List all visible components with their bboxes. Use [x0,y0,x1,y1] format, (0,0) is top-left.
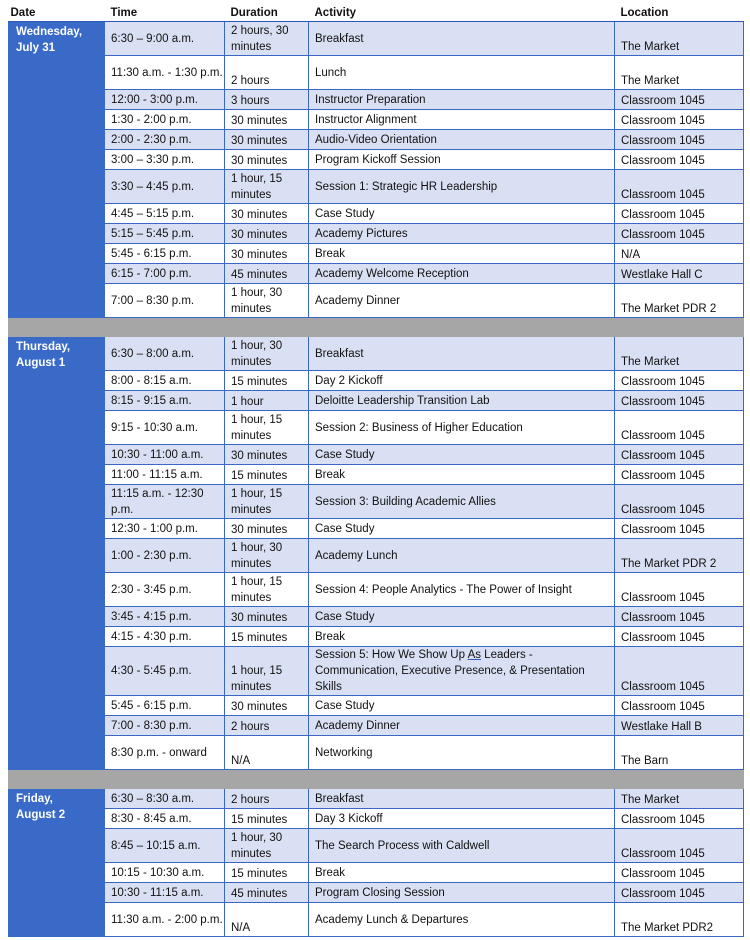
schedule-row [9,224,744,244]
activity-cell: Case Study [309,607,615,627]
schedule-row [9,22,744,56]
location-cell: Classroom 1045 [615,465,744,485]
location-cell: Classroom 1045 [615,170,744,204]
time-cell: 10:15 - 10:30 a.m. [105,863,225,883]
duration-cell: 1 hour, 30 minutes [225,284,309,318]
time-cell: 3:30 – 4:45 p.m. [105,170,225,204]
duration-cell: 30 minutes [225,110,309,130]
location-cell: The Market PDR 2 [615,284,744,318]
location-cell: Classroom 1045 [615,573,744,607]
schedule-table [8,4,744,937]
day-label [9,337,105,770]
duration-cell: 1 hour, 30 minutes [225,337,309,371]
activity-cell: Break [309,627,615,647]
schedule-row [9,150,744,170]
time-cell: 2:30 - 3:45 p.m. [105,573,225,607]
schedule-row [9,789,744,809]
time-cell: 10:30 - 11:00 a.m. [105,445,225,465]
duration-cell: 1 hour, 15 minutes [225,647,309,696]
schedule-row [9,696,744,716]
activity-cell: Academy Lunch [309,539,615,573]
activity-cell: Break [309,863,615,883]
schedule-row [9,244,744,264]
location-cell: The Market [615,789,744,809]
activity-cell: Breakfast [309,337,615,371]
schedule-row [9,284,744,318]
schedule-row [9,627,744,647]
schedule-row [9,391,744,411]
time-cell: 5:45 - 6:15 p.m. [105,244,225,264]
location-cell: The Market PDR 2 [615,539,744,573]
time-cell: 11:15 a.m. - 12:30 p.m. [105,485,225,519]
time-cell: 6:30 – 8:30 a.m. [105,789,225,809]
duration-cell: 2 hours [225,56,309,90]
schedule-row [9,130,744,150]
location-cell: Classroom 1045 [615,110,744,130]
header-row [9,4,744,22]
location-cell: Classroom 1045 [615,371,744,391]
schedule-row [9,371,744,391]
schedule-row [9,337,744,371]
time-cell: 9:15 - 10:30 a.m. [105,411,225,445]
schedule-row [9,56,744,90]
activity-cell [309,647,615,696]
schedule-row [9,411,744,445]
duration-cell: N/A [225,903,309,937]
activity-cell: Instructor Preparation [309,90,615,110]
schedule-row [9,647,744,696]
time-cell: 10:30 - 11:15 a.m. [105,883,225,903]
day-label-line1: Wednesday, [16,26,83,38]
schedule-row [9,170,744,204]
activity-cell: Day 3 Kickoff [309,809,615,829]
day-label [9,789,105,937]
activity-cell: Session 1: Strategic HR Leadership [309,170,615,204]
location-cell: Classroom 1045 [615,445,744,465]
location-cell: Classroom 1045 [615,883,744,903]
location-cell: Classroom 1045 [615,627,744,647]
duration-cell: 30 minutes [225,204,309,224]
activity-cell: Breakfast [309,789,615,809]
time-cell: 12:00 - 3:00 p.m. [105,90,225,110]
duration-cell: 30 minutes [225,519,309,539]
activity-cell: Program Kickoff Session [309,150,615,170]
time-cell: 4:30 - 5:45 p.m. [105,647,225,696]
time-cell: 4:15 - 4:30 p.m. [105,627,225,647]
location-cell: The Market [615,337,744,371]
activity-cell: Deloitte Leadership Transition Lab [309,391,615,411]
time-cell: 11:30 a.m. - 1:30 p.m. [105,56,225,90]
time-cell: 3:45 - 4:15 p.m. [105,607,225,627]
header-time: Time [105,4,225,22]
location-cell: Classroom 1045 [615,204,744,224]
schedule-row [9,573,744,607]
time-cell: 6:30 – 9:00 a.m. [105,22,225,56]
schedule-row [9,607,744,627]
location-cell: Classroom 1045 [615,809,744,829]
schedule-row [9,485,744,519]
activity-cell: Program Closing Session [309,883,615,903]
schedule-row [9,519,744,539]
time-cell: 8:00 - 8:15 a.m. [105,371,225,391]
schedule-row [9,883,744,903]
activity-cell: Academy Welcome Reception [309,264,615,284]
activity-cell: Audio-Video Orientation [309,130,615,150]
duration-cell: 30 minutes [225,150,309,170]
activity-cell: Academy Lunch & Departures [309,903,615,937]
time-cell: 6:30 – 8:00 a.m. [105,337,225,371]
time-cell: 8:45 – 10:15 a.m. [105,829,225,863]
duration-cell: 15 minutes [225,627,309,647]
activity-cell: Session 2: Business of Higher Education [309,411,615,445]
time-cell: 3:00 – 3:30 p.m. [105,150,225,170]
day-separator [9,318,744,337]
location-cell: Westlake Hall C [615,264,744,284]
duration-cell: 1 hour, 15 minutes [225,573,309,607]
header-location: Location [615,4,744,22]
time-cell: 11:00 - 11:15 a.m. [105,465,225,485]
activity-cell: Day 2 Kickoff [309,371,615,391]
activity-text-underlined: As [467,649,481,661]
activity-cell: Academy Dinner [309,716,615,736]
schedule-row [9,90,744,110]
activity-cell: Breakfast [309,22,615,56]
time-cell: 7:00 - 8:30 p.m. [105,716,225,736]
time-cell: 4:45 – 5:15 p.m. [105,204,225,224]
duration-cell: 1 hour, 15 minutes [225,485,309,519]
activity-cell: Academy Dinner [309,284,615,318]
schedule-row [9,903,744,937]
schedule-row [9,809,744,829]
location-cell: N/A [615,244,744,264]
duration-cell: 30 minutes [225,224,309,244]
location-cell: Classroom 1045 [615,90,744,110]
schedule-body [9,22,744,937]
duration-cell: 30 minutes [225,696,309,716]
duration-cell: 15 minutes [225,371,309,391]
schedule-row [9,736,744,770]
day-label-line1: Thursday, [16,341,71,353]
location-cell: The Barn [615,736,744,770]
location-cell: Classroom 1045 [615,150,744,170]
activity-cell: Session 4: People Analytics - The Power of Insight [309,573,615,607]
day-separator [9,770,744,789]
duration-cell: 45 minutes [225,883,309,903]
day-label-line2: July 31 [16,42,55,54]
location-cell: Classroom 1045 [615,485,744,519]
time-cell: 2:00 - 2:30 p.m. [105,130,225,150]
activity-cell: The Search Process with Caldwell [309,829,615,863]
schedule-row [9,829,744,863]
day-separator-bar [9,318,744,337]
time-cell: 8:15 - 9:15 a.m. [105,391,225,411]
activity-cell: Academy Pictures [309,224,615,244]
header-duration: Duration [225,4,309,22]
location-cell: Classroom 1045 [615,607,744,627]
day-separator-bar [9,770,744,789]
activity-cell: Case Study [309,204,615,224]
duration-cell: 45 minutes [225,264,309,284]
schedule-row [9,863,744,883]
duration-cell: 2 hours, 30 minutes [225,22,309,56]
location-cell: The Market [615,56,744,90]
location-cell: Classroom 1045 [615,391,744,411]
duration-cell: 30 minutes [225,130,309,150]
activity-cell: Case Study [309,696,615,716]
time-cell: 5:45 - 6:15 p.m. [105,696,225,716]
activity-cell: Session 3: Building Academic Allies [309,485,615,519]
day-label-line2: August 1 [16,357,66,369]
duration-cell: 2 hours [225,789,309,809]
activity-cell: Break [309,465,615,485]
location-cell: The Market PDR2 [615,903,744,937]
activity-cell: Break [309,244,615,264]
time-cell: 11:30 a.m. - 2:00 p.m. [105,903,225,937]
location-cell: Classroom 1045 [615,519,744,539]
duration-cell: N/A [225,736,309,770]
duration-cell: 15 minutes [225,863,309,883]
activity-cell: Lunch [309,56,615,90]
duration-cell: 1 hour, 30 minutes [225,539,309,573]
duration-cell: 30 minutes [225,244,309,264]
duration-cell: 2 hours [225,716,309,736]
duration-cell: 1 hour, 30 minutes [225,829,309,863]
time-cell: 8:30 p.m. - onward [105,736,225,770]
location-cell: The Market [615,22,744,56]
activity-cell: Instructor Alignment [309,110,615,130]
duration-cell: 1 hour, 15 minutes [225,170,309,204]
day-label-line1: Friday, [16,793,53,805]
time-cell: 12:30 - 1:00 p.m. [105,519,225,539]
activity-cell: Case Study [309,445,615,465]
time-cell: 5:15 – 5:45 p.m. [105,224,225,244]
time-cell: 8:30 - 8:45 a.m. [105,809,225,829]
location-cell: Classroom 1045 [615,130,744,150]
location-cell: Classroom 1045 [615,829,744,863]
schedule-row [9,716,744,736]
duration-cell: 1 hour, 15 minutes [225,411,309,445]
activity-cell: Networking [309,736,615,770]
activity-cell: Case Study [309,519,615,539]
location-cell: Classroom 1045 [615,863,744,883]
schedule-row [9,264,744,284]
duration-cell: 30 minutes [225,445,309,465]
schedule-row [9,204,744,224]
schedule-row [9,539,744,573]
day-label-line2: August 2 [16,809,66,821]
header-date: Date [9,4,105,22]
duration-cell: 1 hour [225,391,309,411]
location-cell: Classroom 1045 [615,647,744,696]
schedule-row [9,445,744,465]
schedule-row [9,465,744,485]
activity-text-end: Leaders - Communication, Executive Presence, & Presentation Skills [315,649,585,693]
time-cell: 7:00 – 8:30 p.m. [105,284,225,318]
time-cell: 6:15 - 7:00 p.m. [105,264,225,284]
duration-cell: 15 minutes [225,809,309,829]
location-cell: Classroom 1045 [615,696,744,716]
location-cell: Westlake Hall B [615,716,744,736]
day-label [9,22,105,318]
time-cell: 1:00 - 2:30 p.m. [105,539,225,573]
location-cell: Classroom 1045 [615,411,744,445]
time-cell: 1:30 - 2:00 p.m. [105,110,225,130]
duration-cell: 30 minutes [225,607,309,627]
location-cell: Classroom 1045 [615,224,744,244]
schedule-row [9,110,744,130]
duration-cell: 3 hours [225,90,309,110]
header-activity: Activity [309,4,615,22]
duration-cell: 15 minutes [225,465,309,485]
activity-text-start: Session 5: How We Show Up [315,649,468,661]
